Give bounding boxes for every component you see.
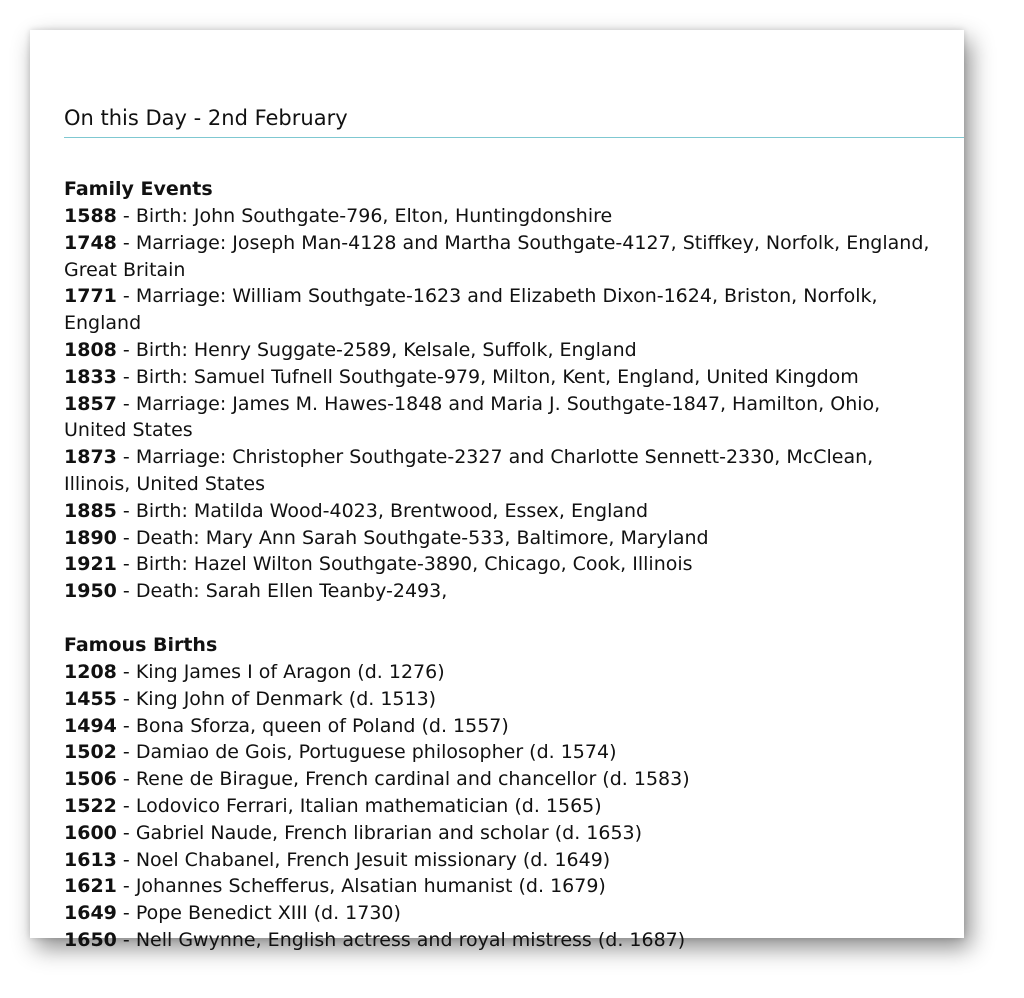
list-item <box>64 820 934 847</box>
list-item <box>64 713 934 740</box>
event-year: 1455 <box>64 687 117 710</box>
event-year: 1649 <box>64 902 117 925</box>
list-item <box>64 283 934 337</box>
list-item <box>64 203 934 230</box>
event-description: - Lodovico Ferrari, Italian mathematician (d. 1565) <box>116 794 602 817</box>
event-year: 1873 <box>64 446 117 469</box>
section-family-events <box>64 176 964 605</box>
event-description: - Gabriel Naude, French librarian and scholar (d. 1653) <box>116 821 643 844</box>
list-item <box>64 578 934 605</box>
event-year: 1885 <box>64 499 117 522</box>
event-description: - Marriage: Christopher Southgate-2327 and Charlotte Sennett-2330, McClean, Illinois, United States <box>64 446 874 495</box>
event-description: - Death: Sarah Ellen Teanby-2493, <box>116 580 448 603</box>
event-description: - King James I of Aragon (d. 1276) <box>116 660 445 683</box>
list-item <box>64 686 934 713</box>
event-year: 1613 <box>64 848 117 871</box>
event-year: 1208 <box>64 660 117 683</box>
event-description: - Noel Chabanel, French Jesuit missionary (d. 1649) <box>116 848 611 871</box>
event-year: 1890 <box>64 526 117 549</box>
list-item <box>64 498 934 525</box>
event-description: - Birth: Henry Suggate-2589, Kelsale, Suffolk, England <box>116 338 637 361</box>
event-year: 1502 <box>64 741 117 764</box>
list-item <box>64 739 934 766</box>
event-description: - Damiao de Gois, Portuguese philosopher (d. 1574) <box>116 741 617 764</box>
list-item <box>64 900 934 927</box>
event-year: 1950 <box>64 580 117 603</box>
page-title: On this Day - 2nd February <box>64 104 964 138</box>
list-item <box>64 766 934 793</box>
list-item <box>64 927 934 954</box>
event-description: - Johannes Schefferus, Alsatian humanist (d. 1679) <box>116 875 606 898</box>
event-description: - Birth: John Southgate-796, Elton, Huntingdonshire <box>116 205 613 227</box>
event-year: 1621 <box>64 875 117 898</box>
event-description: - Bona Sforza, queen of Poland (d. 1557) <box>116 714 509 737</box>
event-list <box>64 203 934 605</box>
event-description: - Birth: Samuel Tufnell Southgate-979, Milton, Kent, England, United Kingdom <box>116 365 859 388</box>
event-description: - Marriage: William Southgate-1623 and Elizabeth Dixon-1624, Briston, Norfolk, England <box>64 285 878 335</box>
event-year: 1921 <box>64 553 117 576</box>
list-item <box>64 659 934 686</box>
section-heading: Family Events <box>64 178 213 200</box>
event-description: - Birth: Matilda Wood-4023, Brentwood, Essex, England <box>116 499 649 522</box>
list-item <box>64 793 934 820</box>
event-description: - Pope Benedict XIII (d. 1730) <box>116 902 401 925</box>
list-item <box>64 230 934 284</box>
list-item <box>64 364 934 391</box>
section-heading: Famous Births <box>64 633 218 656</box>
event-description: - Marriage: James M. Hawes-1848 and Maria J. Southgate-1847, Hamilton, Ohio, United States <box>64 392 881 442</box>
list-item <box>64 391 934 445</box>
event-year: 1808 <box>64 338 117 361</box>
list-item <box>64 873 934 900</box>
event-description: - Rene de Birague, French cardinal and chancellor (d. 1583) <box>116 768 690 791</box>
event-year: 1771 <box>64 285 117 308</box>
list-item <box>64 444 934 498</box>
event-year: 1522 <box>64 794 117 817</box>
event-year: 1506 <box>64 768 117 791</box>
event-year: 1857 <box>64 392 117 415</box>
list-item <box>64 337 934 364</box>
event-description: - King John of Denmark (d. 1513) <box>116 687 437 710</box>
event-year: 1494 <box>64 714 117 737</box>
event-year: 1833 <box>64 365 117 388</box>
event-description: - Death: Mary Ann Sarah Southgate-533, Baltimore, Maryland <box>116 526 709 549</box>
section-famous-births <box>64 632 964 954</box>
list-item <box>64 525 934 552</box>
event-list <box>64 659 934 954</box>
event-year: 1650 <box>64 928 117 951</box>
page-content <box>64 104 964 954</box>
list-item <box>64 551 934 578</box>
event-description: - Nell Gwynne, English actress and royal mistress (d. 1687) <box>116 928 686 951</box>
document-page <box>30 30 964 951</box>
event-year: 1600 <box>64 821 117 844</box>
event-year: 1588 <box>64 205 117 227</box>
event-year: 1748 <box>64 231 117 254</box>
list-item <box>64 847 934 874</box>
event-description: - Marriage: Joseph Man-4128 and Martha Southgate-4127, Stiffkey, Norfolk, England, Great Britain <box>64 231 930 281</box>
event-description: - Birth: Hazel Wilton Southgate-3890, Chicago, Cook, Illinois <box>116 553 693 576</box>
